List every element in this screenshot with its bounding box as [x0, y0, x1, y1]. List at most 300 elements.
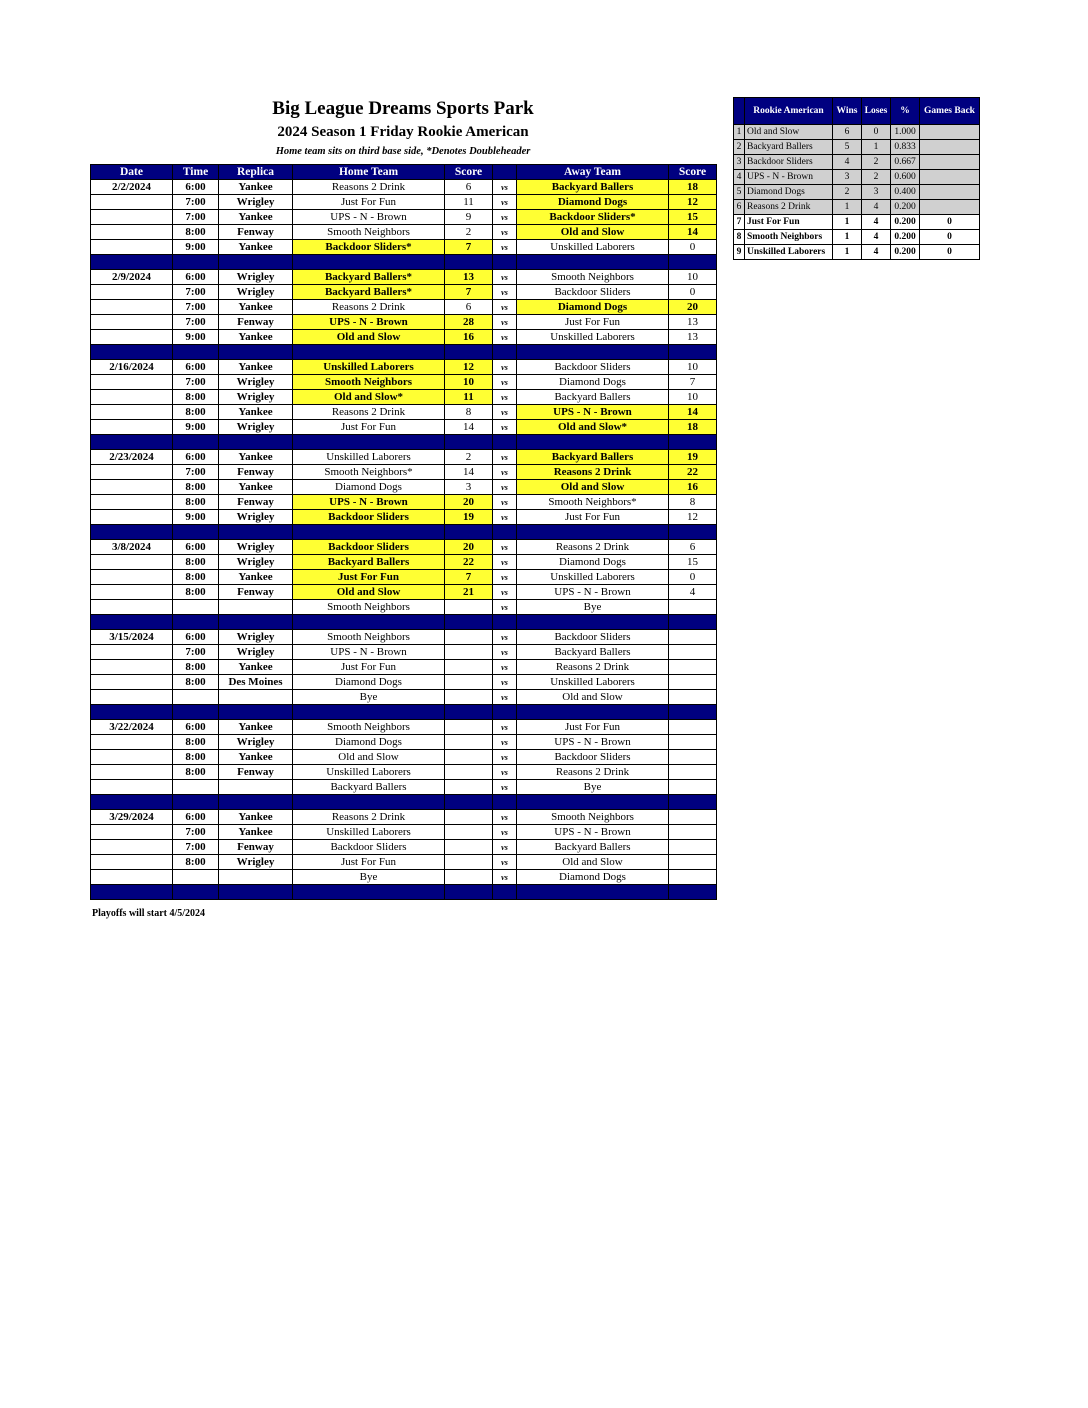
standings-header-division: Rookie American: [745, 98, 833, 125]
game-field: Yankee: [219, 210, 293, 225]
home-score: 12: [445, 360, 493, 375]
standings-row: [734, 155, 980, 170]
game-row: [91, 840, 717, 855]
away-team: Diamond Dogs: [517, 195, 669, 210]
game-field: Wrigley: [219, 855, 293, 870]
away-team: UPS - N - Brown: [517, 825, 669, 840]
vs-label: vs: [493, 855, 517, 870]
vs-label: vs: [493, 870, 517, 885]
separator-cell: [669, 525, 717, 540]
standings-loses: 1: [862, 140, 891, 155]
away-score: [669, 765, 717, 780]
standings-loses: 3: [862, 185, 891, 200]
home-team: Reasons 2 Drink: [293, 180, 445, 195]
game-date: [91, 855, 173, 870]
separator-cell: [91, 435, 173, 450]
standings-row: [734, 230, 980, 245]
game-time: 8:00: [173, 660, 219, 675]
game-time: 8:00: [173, 765, 219, 780]
separator-cell: [219, 525, 293, 540]
game-time: 9:00: [173, 330, 219, 345]
separator-cell: [219, 705, 293, 720]
game-field: Yankee: [219, 720, 293, 735]
game-date: [91, 495, 173, 510]
standings-rank: 2: [734, 140, 745, 155]
home-score: [445, 780, 493, 795]
vs-label: vs: [493, 210, 517, 225]
game-field: Yankee: [219, 660, 293, 675]
standings-rank: 1: [734, 125, 745, 140]
vs-label: vs: [493, 840, 517, 855]
vs-label: vs: [493, 450, 517, 465]
schedule-body: [91, 180, 717, 900]
away-score: [669, 750, 717, 765]
home-score: [445, 720, 493, 735]
separator-cell: [445, 255, 493, 270]
game-field: Fenway: [219, 465, 293, 480]
vs-label: vs: [493, 780, 517, 795]
away-team: Just For Fun: [517, 510, 669, 525]
home-team: Old and Slow: [293, 585, 445, 600]
separator-cell: [173, 705, 219, 720]
standings-header-pct: %: [891, 98, 920, 125]
week-separator: [91, 795, 717, 810]
game-time: 8:00: [173, 750, 219, 765]
home-team: Smooth Neighbors: [293, 720, 445, 735]
separator-cell: [445, 795, 493, 810]
game-field: Yankee: [219, 300, 293, 315]
game-row: [91, 510, 717, 525]
away-score: 0: [669, 285, 717, 300]
vs-label: vs: [493, 480, 517, 495]
standings-pct: 0.667: [891, 155, 920, 170]
standings-pct: 0.200: [891, 215, 920, 230]
separator-cell: [493, 255, 517, 270]
game-row: [91, 465, 717, 480]
vs-label: vs: [493, 300, 517, 315]
away-score: 15: [669, 555, 717, 570]
standings-games-back: [920, 200, 980, 215]
week-separator: [91, 345, 717, 360]
game-date: [91, 315, 173, 330]
separator-cell: [293, 795, 445, 810]
game-field: Wrigley: [219, 420, 293, 435]
game-field: Wrigley: [219, 630, 293, 645]
standings-team: Just For Fun: [745, 215, 833, 230]
game-row: [91, 405, 717, 420]
away-team: Reasons 2 Drink: [517, 465, 669, 480]
away-team: Bye: [517, 780, 669, 795]
game-time: 8:00: [173, 225, 219, 240]
game-row: [91, 390, 717, 405]
game-row: [91, 570, 717, 585]
away-team: Backyard Ballers: [517, 180, 669, 195]
game-time: [173, 780, 219, 795]
away-score: [669, 825, 717, 840]
game-date: [91, 480, 173, 495]
vs-label: vs: [493, 270, 517, 285]
home-score: [445, 870, 493, 885]
home-score: 13: [445, 270, 493, 285]
away-team: UPS - N - Brown: [517, 405, 669, 420]
home-score: 16: [445, 330, 493, 345]
separator-cell: [293, 615, 445, 630]
away-team: Just For Fun: [517, 720, 669, 735]
game-row: [91, 585, 717, 600]
standings-loses: 4: [862, 230, 891, 245]
away-score: 4: [669, 585, 717, 600]
home-score: 2: [445, 450, 493, 465]
game-date: [91, 660, 173, 675]
game-time: 9:00: [173, 420, 219, 435]
home-score: [445, 825, 493, 840]
game-field: Yankee: [219, 180, 293, 195]
game-field: Yankee: [219, 750, 293, 765]
game-field: Yankee: [219, 240, 293, 255]
week-separator: [91, 885, 717, 900]
standings-team: Diamond Dogs: [745, 185, 833, 200]
home-team: Diamond Dogs: [293, 480, 445, 495]
separator-cell: [173, 255, 219, 270]
separator-cell: [219, 885, 293, 900]
home-team: Bye: [293, 870, 445, 885]
separator-cell: [517, 885, 669, 900]
week-separator: [91, 435, 717, 450]
vs-label: vs: [493, 285, 517, 300]
week-separator: [91, 615, 717, 630]
home-score: [445, 810, 493, 825]
vs-label: vs: [493, 375, 517, 390]
game-row: [91, 810, 717, 825]
game-row: [91, 720, 717, 735]
home-score: 14: [445, 420, 493, 435]
separator-cell: [293, 885, 445, 900]
home-score: 6: [445, 300, 493, 315]
standings-row: [734, 125, 980, 140]
game-time: 8:00: [173, 555, 219, 570]
away-score: 10: [669, 390, 717, 405]
separator-cell: [293, 345, 445, 360]
standings-rank: 4: [734, 170, 745, 185]
standings-team: Smooth Neighbors: [745, 230, 833, 245]
game-field: Fenway: [219, 315, 293, 330]
game-field: Wrigley: [219, 555, 293, 570]
game-date: [91, 465, 173, 480]
game-date: [91, 225, 173, 240]
game-row: [91, 750, 717, 765]
standings-games-back: 0: [920, 215, 980, 230]
game-field: Wrigley: [219, 645, 293, 660]
away-score: [669, 630, 717, 645]
standings-wins: 1: [833, 200, 862, 215]
away-team: Diamond Dogs: [517, 300, 669, 315]
away-score: 13: [669, 330, 717, 345]
vs-label: vs: [493, 600, 517, 615]
separator-cell: [91, 345, 173, 360]
standings-games-back: [920, 170, 980, 185]
vs-label: vs: [493, 585, 517, 600]
separator-cell: [445, 885, 493, 900]
home-team: Backdoor Sliders: [293, 840, 445, 855]
game-time: 8:00: [173, 585, 219, 600]
away-team: Backyard Ballers: [517, 390, 669, 405]
away-score: [669, 855, 717, 870]
separator-cell: [669, 885, 717, 900]
game-field: Wrigley: [219, 195, 293, 210]
game-time: 8:00: [173, 390, 219, 405]
away-team: Reasons 2 Drink: [517, 765, 669, 780]
standings-wins: 6: [833, 125, 862, 140]
vs-label: vs: [493, 420, 517, 435]
home-team: Unskilled Laborers: [293, 765, 445, 780]
game-time: 7:00: [173, 210, 219, 225]
home-score: [445, 735, 493, 750]
game-date: [91, 780, 173, 795]
game-field: Wrigley: [219, 390, 293, 405]
standings-wins: 2: [833, 185, 862, 200]
game-date: [91, 765, 173, 780]
game-field: Des Moines: [219, 675, 293, 690]
game-date: [91, 585, 173, 600]
away-score: 10: [669, 360, 717, 375]
home-team: Just For Fun: [293, 420, 445, 435]
standings-rank: 8: [734, 230, 745, 245]
col-header-replica: Replica: [219, 165, 293, 180]
separator-cell: [493, 615, 517, 630]
game-row: [91, 765, 717, 780]
home-team: Backdoor Sliders*: [293, 240, 445, 255]
game-time: 8:00: [173, 675, 219, 690]
standings-team: Old and Slow: [745, 125, 833, 140]
home-score: 8: [445, 405, 493, 420]
standings-team: Backdoor Sliders: [745, 155, 833, 170]
game-date: [91, 645, 173, 660]
away-score: [669, 720, 717, 735]
page-title: Big League Dreams Sports Park: [272, 98, 534, 119]
col-header-time: Time: [173, 165, 219, 180]
game-time: 6:00: [173, 270, 219, 285]
separator-cell: [293, 705, 445, 720]
game-date: 3/22/2024: [91, 720, 173, 735]
away-team: Old and Slow: [517, 855, 669, 870]
game-field: Fenway: [219, 495, 293, 510]
away-team: Unskilled Laborers: [517, 675, 669, 690]
home-score: [445, 675, 493, 690]
standings-row: [734, 245, 980, 260]
home-team: Reasons 2 Drink: [293, 300, 445, 315]
away-score: 20: [669, 300, 717, 315]
away-score: 12: [669, 195, 717, 210]
game-date: 2/23/2024: [91, 450, 173, 465]
home-team: Unskilled Laborers: [293, 360, 445, 375]
separator-cell: [445, 525, 493, 540]
separator-cell: [173, 345, 219, 360]
standings-games-back: [920, 140, 980, 155]
game-date: 2/16/2024: [91, 360, 173, 375]
separator-cell: [293, 525, 445, 540]
away-team: Unskilled Laborers: [517, 570, 669, 585]
home-score: [445, 765, 493, 780]
game-field: Fenway: [219, 840, 293, 855]
game-date: [91, 750, 173, 765]
game-time: 7:00: [173, 375, 219, 390]
home-team: Bye: [293, 690, 445, 705]
separator-cell: [91, 795, 173, 810]
game-row: [91, 735, 717, 750]
away-score: 16: [669, 480, 717, 495]
away-team: Old and Slow: [517, 480, 669, 495]
game-row: [91, 210, 717, 225]
game-date: [91, 825, 173, 840]
home-team: Just For Fun: [293, 660, 445, 675]
vs-label: vs: [493, 735, 517, 750]
standings-row: [734, 140, 980, 155]
away-team: Old and Slow*: [517, 420, 669, 435]
game-time: 9:00: [173, 240, 219, 255]
home-score: [445, 855, 493, 870]
home-score: [445, 690, 493, 705]
away-score: 10: [669, 270, 717, 285]
away-team: Reasons 2 Drink: [517, 540, 669, 555]
game-date: [91, 390, 173, 405]
separator-cell: [493, 345, 517, 360]
home-score: [445, 660, 493, 675]
separator-cell: [445, 345, 493, 360]
col-header-home-score: Score: [445, 165, 493, 180]
separator-cell: [173, 885, 219, 900]
game-row: [91, 540, 717, 555]
vs-label: vs: [493, 570, 517, 585]
standings-row: [734, 185, 980, 200]
away-score: 0: [669, 570, 717, 585]
home-team: UPS - N - Brown: [293, 315, 445, 330]
away-team: Old and Slow: [517, 690, 669, 705]
game-date: [91, 570, 173, 585]
game-field: Wrigley: [219, 735, 293, 750]
away-team: Bye: [517, 600, 669, 615]
separator-cell: [517, 615, 669, 630]
separator-cell: [669, 255, 717, 270]
home-team: Just For Fun: [293, 570, 445, 585]
game-date: [91, 405, 173, 420]
game-field: Wrigley: [219, 540, 293, 555]
separator-cell: [445, 615, 493, 630]
away-score: [669, 840, 717, 855]
game-time: 7:00: [173, 645, 219, 660]
game-date: [91, 555, 173, 570]
standings-games-back: 0: [920, 245, 980, 260]
standings-header-rank: [734, 98, 745, 125]
home-score: 14: [445, 465, 493, 480]
separator-cell: [493, 795, 517, 810]
standings-header-wins: Wins: [833, 98, 862, 125]
standings-wins: 3: [833, 170, 862, 185]
away-team: Backdoor Sliders*: [517, 210, 669, 225]
standings-games-back: [920, 125, 980, 140]
vs-label: vs: [493, 645, 517, 660]
separator-cell: [493, 525, 517, 540]
home-score: 11: [445, 390, 493, 405]
game-row: [91, 225, 717, 240]
separator-cell: [493, 885, 517, 900]
standings-header-row: [734, 98, 980, 125]
game-row: [91, 195, 717, 210]
game-row: [91, 450, 717, 465]
home-team: Backdoor Sliders: [293, 540, 445, 555]
vs-label: vs: [493, 225, 517, 240]
game-date: 2/9/2024: [91, 270, 173, 285]
game-field: Fenway: [219, 765, 293, 780]
separator-cell: [293, 435, 445, 450]
game-field: [219, 690, 293, 705]
away-score: 13: [669, 315, 717, 330]
standings-team: UPS - N - Brown: [745, 170, 833, 185]
standings-loses: 2: [862, 170, 891, 185]
standings-loses: 4: [862, 200, 891, 215]
away-team: Just For Fun: [517, 315, 669, 330]
standings-loses: 0: [862, 125, 891, 140]
vs-label: vs: [493, 360, 517, 375]
away-score: 22: [669, 465, 717, 480]
away-team: Unskilled Laborers: [517, 330, 669, 345]
game-date: [91, 210, 173, 225]
game-time: 6:00: [173, 450, 219, 465]
home-score: 19: [445, 510, 493, 525]
vs-label: vs: [493, 315, 517, 330]
home-team: Smooth Neighbors: [293, 225, 445, 240]
game-date: [91, 375, 173, 390]
separator-cell: [669, 795, 717, 810]
away-team: Backdoor Sliders: [517, 285, 669, 300]
home-score: 2: [445, 225, 493, 240]
game-time: [173, 690, 219, 705]
standings-table: [733, 97, 980, 260]
game-time: 7:00: [173, 825, 219, 840]
away-team: Diamond Dogs: [517, 555, 669, 570]
separator-cell: [669, 615, 717, 630]
home-score: [445, 630, 493, 645]
standings-wins: 5: [833, 140, 862, 155]
away-team: Diamond Dogs: [517, 375, 669, 390]
separator-cell: [219, 795, 293, 810]
away-team: Smooth Neighbors: [517, 270, 669, 285]
schedule-table: [90, 164, 717, 900]
away-team: Smooth Neighbors*: [517, 495, 669, 510]
separator-cell: [517, 795, 669, 810]
standings-row: [734, 215, 980, 230]
standings-wins: 1: [833, 230, 862, 245]
game-row: [91, 870, 717, 885]
vs-label: vs: [493, 180, 517, 195]
game-row: [91, 330, 717, 345]
away-score: 15: [669, 210, 717, 225]
game-time: 8:00: [173, 405, 219, 420]
separator-cell: [91, 705, 173, 720]
separator-cell: [493, 705, 517, 720]
separator-cell: [219, 615, 293, 630]
game-row: [91, 285, 717, 300]
game-time: 7:00: [173, 315, 219, 330]
vs-label: vs: [493, 465, 517, 480]
vs-label: vs: [493, 240, 517, 255]
separator-cell: [669, 705, 717, 720]
standings-loses: 2: [862, 155, 891, 170]
vs-label: vs: [493, 660, 517, 675]
game-time: 8:00: [173, 570, 219, 585]
standings-wins: 4: [833, 155, 862, 170]
col-header-date: Date: [91, 165, 173, 180]
vs-label: vs: [493, 630, 517, 645]
